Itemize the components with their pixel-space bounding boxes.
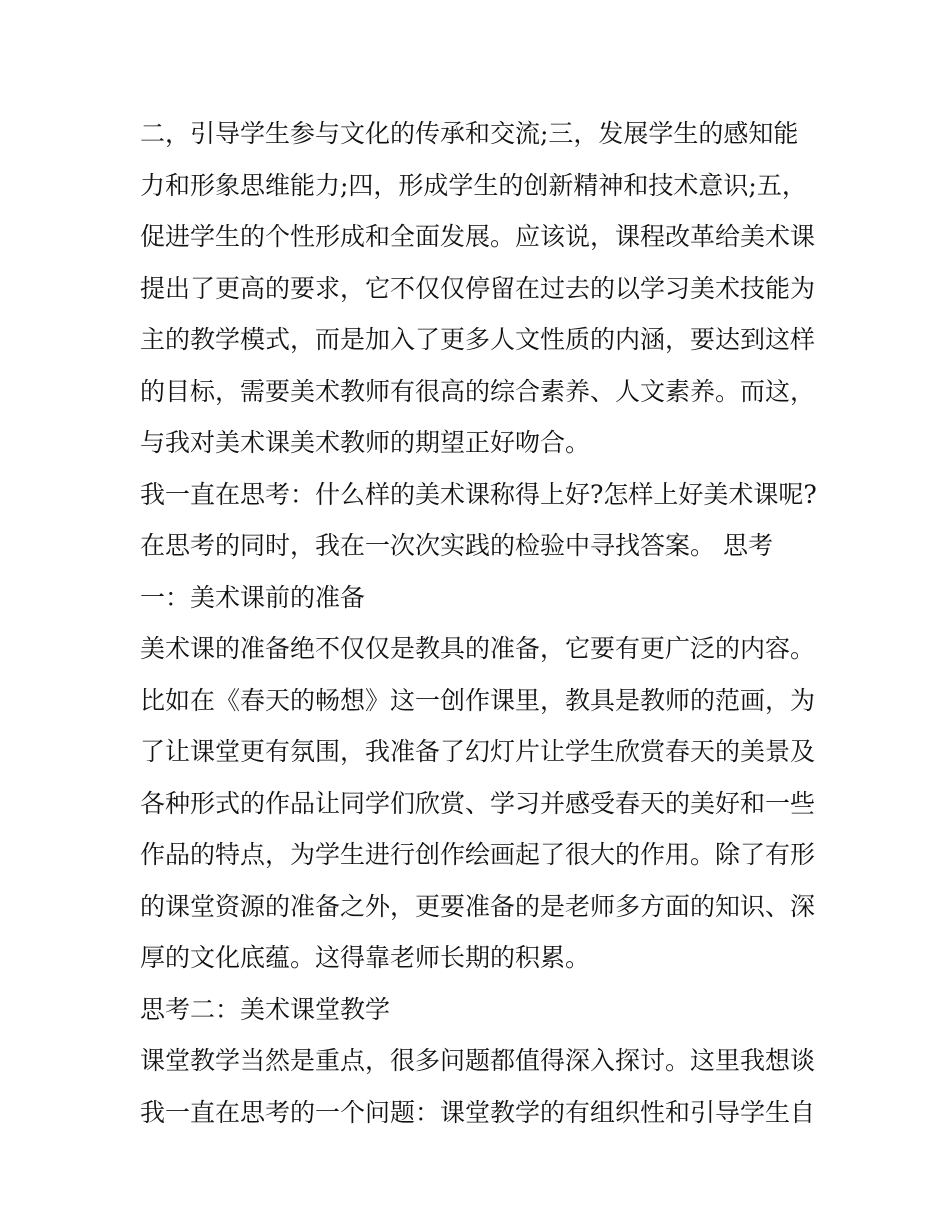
section-heading: 思考二：美术课堂教学 — [140, 994, 391, 1024]
text-line: 力和形象思维能力;四，形成学生的创新精神和技术意识;五， — [140, 170, 807, 200]
text-line: 美术课的准备绝不仅仅是教具的准备，它要有更广泛的内容。 — [140, 634, 816, 663]
text-line: 的课堂资源的准备之外，更要准备的是老师多方面的知识、深 — [140, 891, 816, 921]
text-line: 促进学生的个性形成和全面发展。应该说，课程改革给美术课 — [140, 222, 816, 251]
text-line: 提出了更高的要求，它不仅仅停留在过去的以学习美术技能为 — [140, 273, 816, 303]
text-line: 比如在《春天的畅想》这一创作课里，教具是教师的范画，为 — [140, 685, 816, 715]
text-line: 作品的特点，为学生进行创作绘画起了很大的作用。除了有形 — [140, 840, 816, 869]
text-line: 的目标，需要美术教师有很高的综合素养、人文素养。而这， — [140, 376, 816, 406]
text-line: 课堂教学当然是重点，很多问题都值得深入探讨。这里我想谈 — [140, 1046, 816, 1075]
text-line: 各种形式的作品让同学们欣赏、学习并感受春天的美好和一些 — [140, 788, 816, 818]
text-line: 我一直在思考的一个问题：课堂教学的有组织性和引导学生自 — [140, 1097, 816, 1127]
text-line: 主的教学模式，而是加入了更多人文性质的内涵，要达到这样 — [140, 325, 816, 354]
text-line: 我一直在思考：什么样的美术课称得上好?怎样上好美术课呢? — [140, 479, 817, 509]
text-line: 与我对美术课美术教师的期望正好吻合。 — [140, 428, 591, 457]
document-body — [140, 108, 820, 1138]
text-line: 二，引导学生参与文化的传承和交流;三，发展学生的感知能 — [140, 119, 799, 148]
text-line: 在思考的同时，我在一次次实践的检验中寻找答案。 思考 — [140, 531, 773, 560]
section-heading: 一：美术课前的准备 — [140, 582, 366, 612]
text-line: 厚的文化底蕴。这得靠老师长期的积累。 — [140, 943, 591, 972]
text-line: 了让课堂更有氛围，我准备了幻灯片让学生欣赏春天的美景及 — [140, 737, 816, 766]
